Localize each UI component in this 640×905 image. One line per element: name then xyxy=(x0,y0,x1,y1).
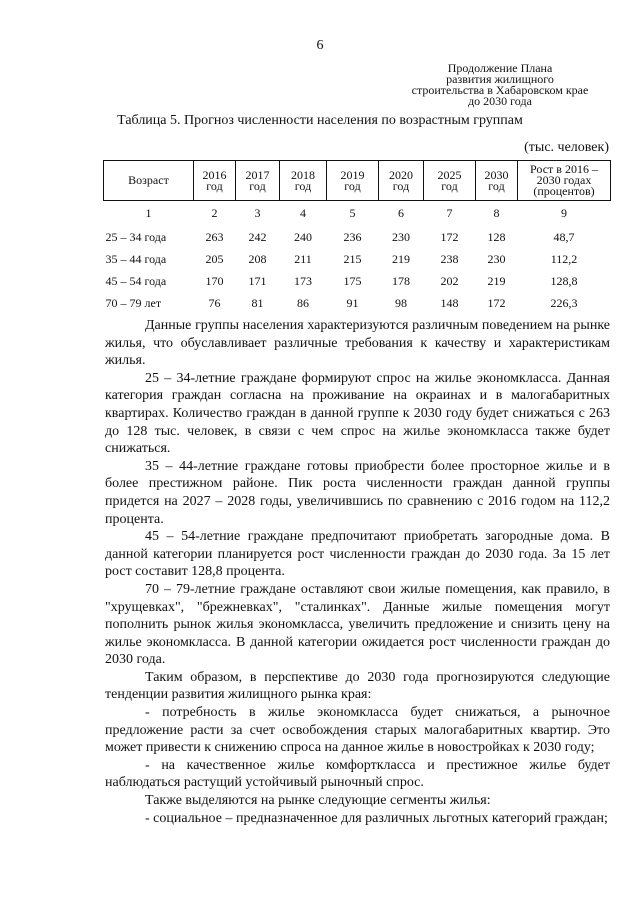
cell-value: 170 xyxy=(205,273,224,288)
header-2017: 2017 год xyxy=(236,161,280,201)
body-text xyxy=(105,317,610,827)
paragraph: 70 – 79-летние граждане оставляют свои жилые помещения, как правило, в "хрущевках", "брежневках", "сталинках". Данные жилые помещения могут пополнить рынок жилья экономкласса, увеличить предложение и снизить цену на жилье экономкласса. В данной категории ожидается рост численности граждан до 2030 года. xyxy=(105,581,610,668)
cell-value: 81 xyxy=(251,295,264,310)
cell-value: 242 xyxy=(248,229,267,244)
cell-value: 91 xyxy=(346,295,359,310)
cell-growth: 112,2 xyxy=(550,251,578,266)
cell-value: 172 xyxy=(487,295,506,310)
header-2020: 2020 год xyxy=(379,161,424,201)
cell-value: 98 xyxy=(395,295,407,310)
paragraph: - потребность в жилье экономкласса будет снижаться, а рыночное предложение расти за счет освобождения старых малогабаритных квартир. Это может привести к снижению спроса на данное жилье в новостройках к 2030 году; xyxy=(105,705,610,756)
table-row xyxy=(104,226,611,248)
paragraph: Таким образом, в перспективе до 2030 года прогнозируются следующие тенденции развития жилищного рынка края: xyxy=(105,669,610,703)
cell-value: 219 xyxy=(487,273,506,288)
row-age: 35 – 44 года xyxy=(105,251,167,266)
cell-value: 148 xyxy=(440,295,459,310)
header-growth: Рост в 2016 – 2030 годах (процентов) xyxy=(518,161,611,201)
cell-value: 230 xyxy=(392,229,410,244)
row-age: 25 – 34 года xyxy=(105,229,167,244)
cell-value: 202 xyxy=(440,273,459,288)
continuation-line: строительства в Хабаровском крае xyxy=(411,83,589,97)
cell-value: 76 xyxy=(208,295,221,310)
cell-value: 219 xyxy=(392,251,410,266)
cell-growth: 128,8 xyxy=(550,273,578,288)
table-title: Таблица 5. Прогноз численности населения по возрастным группам xyxy=(117,113,523,128)
header-2016: 2016 год xyxy=(194,161,236,201)
cell-value: 238 xyxy=(440,251,459,266)
paragraph: 45 – 54-летние граждане предпочитают приобретать загородные дома. В данной категории планируется рост численности граждан до 2030 года. За 15 лет рост составит 128,8 процента. xyxy=(105,529,610,580)
header-2030: 2030 год xyxy=(476,161,518,201)
cell-value: 263 xyxy=(205,229,224,244)
paragraph: 35 – 44-летние граждане готовы приобрести более просторное жилье и в более престижном районе. Пик роста численности граждан данной группы придется на 2027 – 2028 годы, увеличившись по сравнению с 2016 годом на 112,2 процента. xyxy=(105,458,610,527)
table-row xyxy=(104,292,611,314)
column-number: 6 xyxy=(398,206,404,220)
table-header-row xyxy=(104,161,611,201)
row-age: 45 – 54 года xyxy=(105,273,167,288)
header-2025: 2025 год xyxy=(424,161,476,201)
cell-value: 230 xyxy=(487,251,506,266)
cell-value: 178 xyxy=(392,273,410,288)
column-number: 9 xyxy=(561,206,567,220)
column-number: 2 xyxy=(211,206,218,220)
column-number: 4 xyxy=(300,206,306,220)
continuation-header xyxy=(380,63,620,107)
table-row xyxy=(104,248,611,270)
column-number: 3 xyxy=(254,206,261,220)
paragraph: Данные группы населения характеризуются различным поведением на рынке жилья, что обуславливает различные требования к качеству и характеристикам жилья. xyxy=(105,318,610,369)
cell-value: 175 xyxy=(343,273,362,288)
cell-value: 211 xyxy=(294,251,312,266)
column-number: 1 xyxy=(145,206,152,220)
population-forecast-table xyxy=(103,160,611,314)
column-number: 8 xyxy=(493,206,500,220)
cell-value: 86 xyxy=(297,295,309,310)
table-unit: (тыс. человек) xyxy=(524,140,609,155)
paragraph: 25 – 34-летние граждане формируют спрос на жилье экономкласса. Данная категория граждан согласна на проживание на окраинах и в малогабаритных квартирах. Количество граждан в данной группе к 2030 году будет снижаться с 263 до 128 тыс. человек, в связи с чем спрос на жилье экономкласса также будет снижаться. xyxy=(105,370,610,457)
column-number: 5 xyxy=(349,206,356,220)
paragraph: - на качественное жилье комфорткласса и престижное жилье будет наблюдаться растущий устойчивый рыночный спрос. xyxy=(105,757,610,791)
cell-value: 173 xyxy=(294,273,312,288)
header-age: Возраст xyxy=(104,161,194,201)
column-number: 7 xyxy=(446,206,453,220)
cell-growth: 226,3 xyxy=(550,295,578,310)
continuation-line: развития жилищного xyxy=(446,72,554,86)
cell-growth: 48,7 xyxy=(553,229,575,244)
cell-value: 236 xyxy=(343,229,362,244)
column-number-row xyxy=(104,201,611,227)
cell-value: 215 xyxy=(343,251,362,266)
row-age: 70 – 79 лет xyxy=(105,295,162,310)
continuation-line: до 2030 года xyxy=(468,94,532,108)
paragraph: - социальное – предназначенное для различных льготных категорий граждан; xyxy=(145,810,608,826)
cell-value: 205 xyxy=(205,251,224,266)
cell-value: 172 xyxy=(440,229,459,244)
paragraph: Также выделяются на рынке следующие сегменты жилья: xyxy=(145,793,491,809)
header-2019: 2019 год xyxy=(327,161,379,201)
header-2018: 2018 год xyxy=(280,161,327,201)
cell-value: 128 xyxy=(487,229,506,244)
page-number: 6 xyxy=(316,38,324,53)
cell-value: 240 xyxy=(294,229,312,244)
continuation-line: Продолжение Плана xyxy=(447,61,553,75)
cell-value: 208 xyxy=(248,251,267,266)
table-row xyxy=(104,270,611,292)
cell-value: 171 xyxy=(248,273,267,288)
